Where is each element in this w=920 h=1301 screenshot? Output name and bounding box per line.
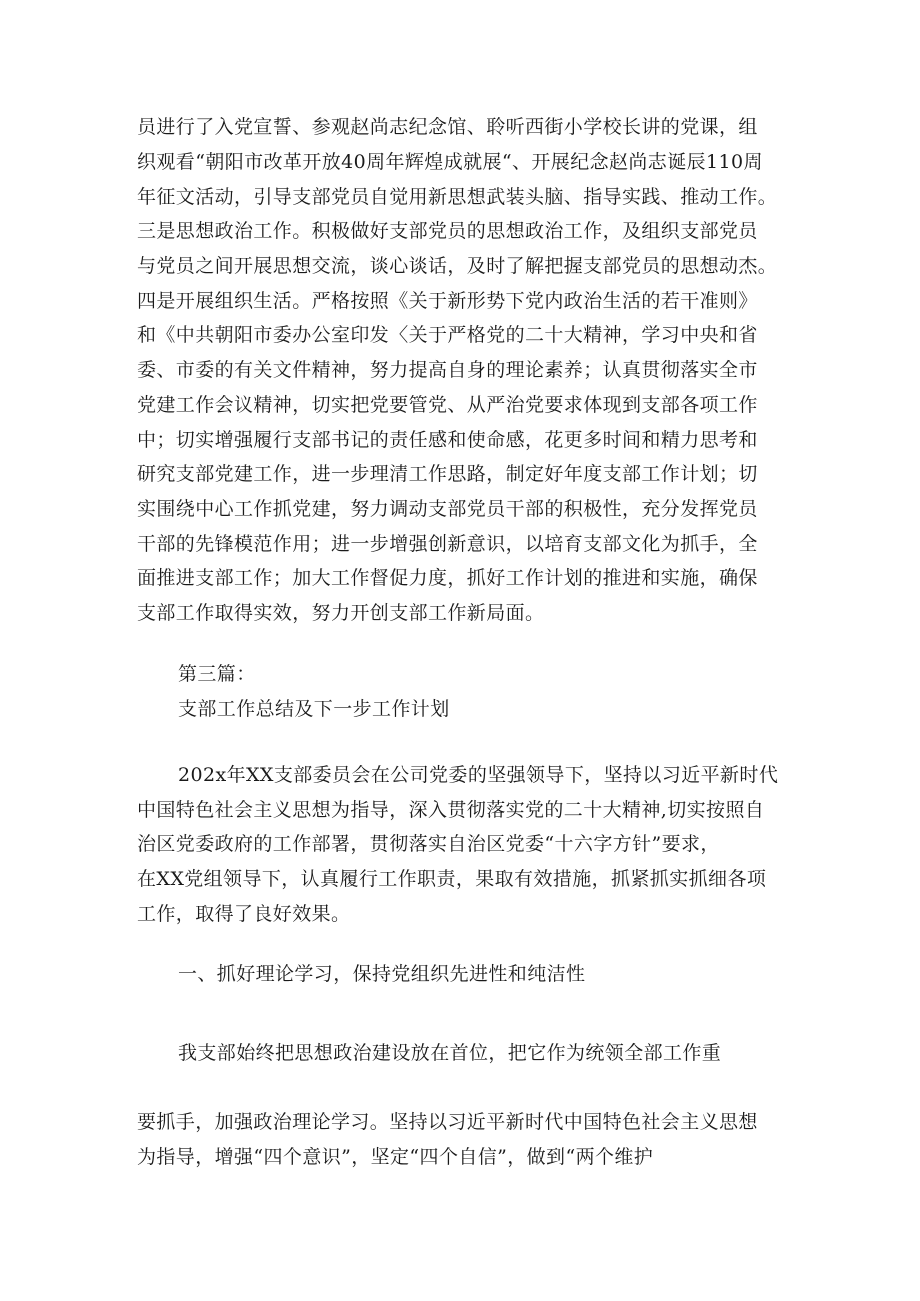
body-line: 要抓手，加强政治理论学习。坚持以习近平新时代中国特色社会主义思想: [137, 1111, 758, 1133]
body-line: 为指导，增强“四个意识”，坚定“四个自信”，做到“两个维护: [137, 1146, 654, 1168]
section-title: 支部工作总结及下一步工作计划: [178, 698, 450, 720]
body-line: 在XX党组领导下，认真履行工作职责，果取有效措施，抓紧抓实抓细各项: [137, 868, 767, 890]
body-line: 研究支部党建工作，进一步理清工作思路，制定好年度支部工作计划；切: [137, 463, 758, 485]
body-line: 实围绕中心工作抓党建，努力调动支部党员干部的积极性，充分发挥党员: [137, 498, 758, 520]
body-line: 年征文活动，引导支部党员自觉用新思想武装头脑、指导实践、推动工作。: [137, 186, 778, 208]
body-line: 中国特色社会主义思想为指导，深入贯彻落实党的二十大精神,切实按照自: [137, 799, 765, 821]
body-line: 三是思想政治工作。积极做好支部党员的思想政治工作，及组织支部党员: [137, 220, 758, 242]
body-line: 治区党委政府的工作部署，贯彻落实自治区党委“十六字方针”要求，: [137, 833, 720, 855]
body-line: 员进行了入党宣誓、参观赵尚志纪念馆、聆听西街小学校长讲的党课，组: [137, 116, 758, 138]
body-line: 党建工作会议精神，切实把党要管党、从严治党要求体现到支部各项工作: [137, 394, 758, 416]
body-line: 织观看“朝阳市改革开放40周年辉煌成就展“、开展纪念赵尚志诞辰110周: [137, 151, 763, 173]
body-line: 与党员之间开展思想交流，谈心谈话，及时了解把握支部党员的思想动杰。: [137, 255, 778, 277]
section-heading: 一、抓好理论学习，保持党组织先进性和纯洁性: [178, 963, 586, 985]
body-line: 支部工作取得实效，努力开创支部工作新局面。: [137, 602, 545, 624]
body-line: 面推进支部工作；加大工作督促力度，抓好工作计划的推进和实施，确保: [137, 567, 758, 589]
body-line: 四是开展组织生活。严格按照《关于新形势下党内政治生活的若干准则》: [137, 290, 758, 312]
body-line: 和《中共朝阳市委办公室印发〈关于严格党的二十大精神，学习中央和省: [137, 324, 758, 346]
body-line: 202x年XX支部委员会在公司党委的坚强领导下，坚持以习近平新时代: [178, 764, 779, 786]
body-line: 中；切实增强履行支部书记的责任感和使命感，花更多时间和精力思考和: [137, 429, 758, 451]
body-line: 干部的先锋模范作用；进一步增强创新意识，以培育支部文化为抓手，全: [137, 533, 758, 555]
body-line: 委、市委的有关文件精神，努力提高自身的理论素养；认真贯彻落实全市: [137, 359, 758, 381]
section-label: 第三篇：: [178, 663, 256, 685]
body-line: 工作，取得了良好效果。: [137, 903, 351, 925]
body-line: 我支部始终把思想政治建设放在首位，把它作为统领全部工作重: [178, 1042, 722, 1064]
